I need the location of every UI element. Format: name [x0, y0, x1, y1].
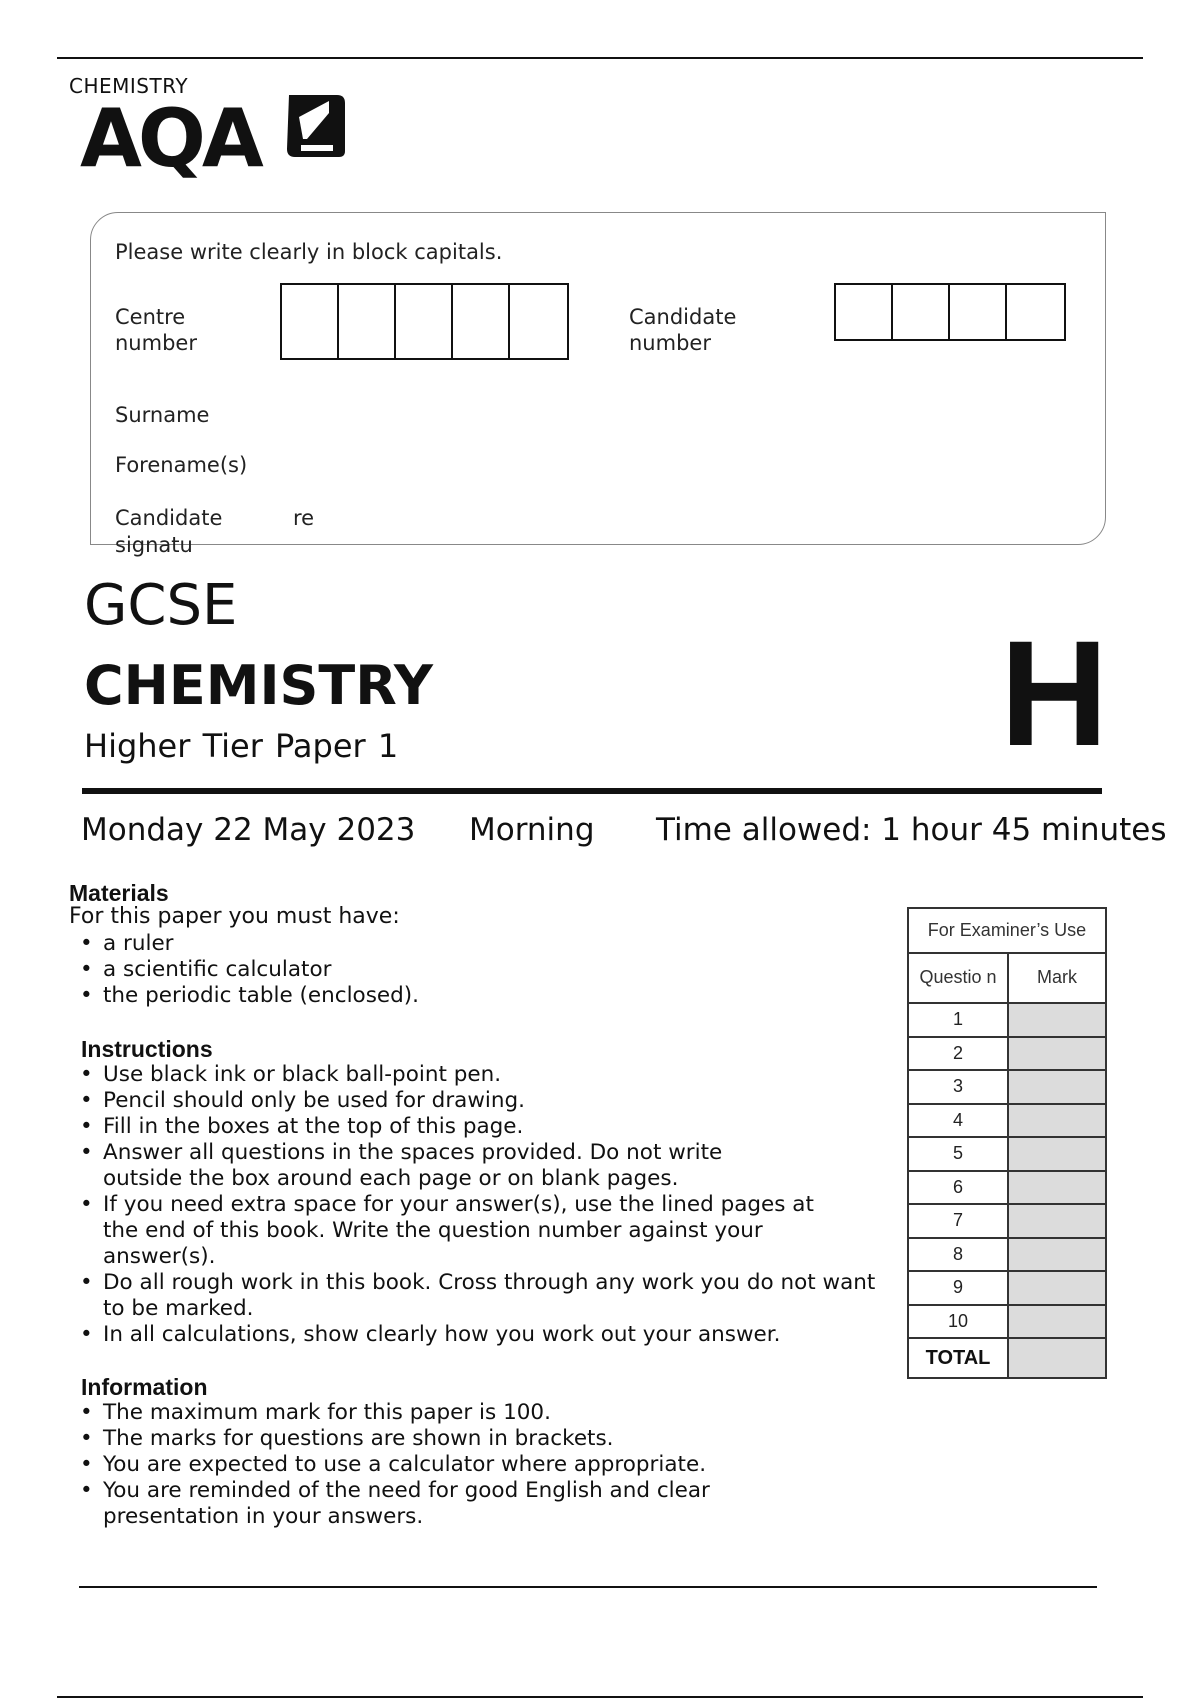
- centre-digit-box[interactable]: [396, 285, 453, 358]
- centre-digit-box[interactable]: [510, 285, 567, 358]
- candidate-digit-box[interactable]: [836, 285, 893, 339]
- tier-paper-label: Higher Tier Paper 1: [84, 727, 399, 765]
- information-list: [79, 1400, 710, 1530]
- question-number-cell: 7: [908, 1204, 1008, 1238]
- table-row: [908, 1271, 1106, 1305]
- question-column-header: Questio n: [908, 953, 1008, 1003]
- candidate-digit-box[interactable]: [1007, 285, 1064, 339]
- centre-digit-box[interactable]: [453, 285, 510, 358]
- centre-number-label: Centre number: [115, 305, 197, 356]
- exam-session: Morning: [469, 812, 595, 848]
- mark-cell: [1008, 1305, 1106, 1339]
- table-row: [908, 1037, 1106, 1071]
- candidate-digit-box[interactable]: [950, 285, 1007, 339]
- table-row: [908, 1003, 1106, 1037]
- question-number-cell: 10: [908, 1305, 1008, 1339]
- question-number-cell: 4: [908, 1104, 1008, 1138]
- mark-cell: [1008, 1070, 1106, 1104]
- subject-title: CHEMISTRY: [84, 654, 433, 717]
- instructions-heading: Instructions: [81, 1036, 213, 1062]
- signature-label-fragment: re: [293, 506, 315, 530]
- list-item-continuation: to be marked.: [103, 1296, 254, 1321]
- information-heading: Information: [81, 1374, 208, 1400]
- table-row: [908, 1171, 1106, 1205]
- subject-label: CHEMISTRY: [69, 74, 189, 98]
- aqa-logo-icon: [285, 95, 345, 157]
- aqa-logo: [80, 92, 350, 195]
- materials-heading: Materials: [69, 880, 169, 906]
- candidate-number-field[interactable]: [834, 283, 1066, 341]
- mark-cell: [1008, 1171, 1106, 1205]
- list-item: • Pencil should only be used for drawing.: [79, 1088, 875, 1114]
- total-label: TOTAL: [908, 1338, 1008, 1378]
- signature-label: Candidate: [115, 506, 223, 530]
- logo-wordmark: AQA: [80, 92, 260, 185]
- question-number-cell: 8: [908, 1238, 1008, 1272]
- list-item: • The maximum mark for this paper is 100.: [79, 1400, 710, 1426]
- table-row: [908, 1204, 1106, 1238]
- list-item: • the periodic table (enclosed).: [79, 983, 419, 1009]
- mark-cell: [1008, 1271, 1106, 1305]
- forename-label: Forename(s): [115, 453, 248, 477]
- materials-list: [79, 931, 419, 1009]
- bottom-rule: [57, 1696, 1143, 1698]
- mark-column-header: Mark: [1008, 953, 1106, 1003]
- total-mark-cell: [1008, 1338, 1106, 1378]
- centre-digit-box[interactable]: [339, 285, 396, 358]
- signature-label-fragment: signatu: [115, 533, 193, 557]
- mark-cell: [1008, 1238, 1106, 1272]
- table-row: [908, 1104, 1106, 1138]
- table-row: [908, 1305, 1106, 1339]
- candidate-digit-box[interactable]: [893, 285, 950, 339]
- list-item: • Use black ink or black ball-point pen.: [79, 1062, 875, 1088]
- question-number-cell: 5: [908, 1137, 1008, 1171]
- list-item: • If you need extra space for your answer(s), use the lined pages at: [79, 1192, 875, 1218]
- qualification-title: GCSE: [84, 573, 238, 638]
- surname-label: Surname: [115, 403, 210, 427]
- list-item-continuation: answer(s).: [103, 1244, 216, 1269]
- list-item-continuation: the end of this book. Write the question number against your: [103, 1218, 763, 1243]
- title-rule: [82, 788, 1102, 794]
- time-allowed: Time allowed: 1 hour 45 minutes: [656, 812, 1167, 848]
- question-number-cell: 3: [908, 1070, 1008, 1104]
- examiner-use-table: [907, 907, 1107, 1379]
- mark-cell: [1008, 1104, 1106, 1138]
- list-item: • Do all rough work in this book. Cross through any work you do not want: [79, 1270, 875, 1296]
- list-item: • In all calculations, show clearly how you work out your answer.: [79, 1322, 875, 1348]
- mark-cell: [1008, 1137, 1106, 1171]
- question-number-cell: 6: [908, 1171, 1008, 1205]
- question-number-cell: 2: [908, 1037, 1008, 1071]
- list-item: • a ruler: [79, 931, 419, 957]
- table-row: [908, 1238, 1106, 1272]
- table-row: [908, 1137, 1106, 1171]
- block-capitals-instruction: Please write clearly in block capitals.: [115, 240, 503, 264]
- list-item: • You are reminded of the need for good English and clear: [79, 1478, 710, 1504]
- mark-cell: [1008, 1003, 1106, 1037]
- top-rule: [57, 57, 1143, 59]
- centre-digit-box[interactable]: [282, 285, 339, 358]
- question-number-cell: 9: [908, 1271, 1008, 1305]
- tier-letter: H: [1000, 609, 1109, 777]
- mark-cell: [1008, 1204, 1106, 1238]
- question-number-cell: 1: [908, 1003, 1008, 1037]
- list-item: • The marks for questions are shown in brackets.: [79, 1426, 710, 1452]
- examiner-table-title: For Examiner’s Use: [908, 908, 1106, 953]
- candidate-number-label: Candidate number: [629, 305, 737, 356]
- exam-date: Monday 22 May 2023: [81, 812, 416, 848]
- list-item: • Answer all questions in the spaces provided. Do not write: [79, 1140, 875, 1166]
- centre-number-field[interactable]: [280, 283, 569, 360]
- list-item-continuation: outside the box around each page or on blank pages.: [103, 1166, 679, 1191]
- list-item-continuation: presentation in your answers.: [103, 1504, 424, 1529]
- list-item: • Fill in the boxes at the top of this page.: [79, 1114, 875, 1140]
- list-item: • a scientific calculator: [79, 957, 419, 983]
- table-row: [908, 1070, 1106, 1104]
- materials-intro: For this paper you must have:: [69, 904, 400, 929]
- footer-rule: [79, 1586, 1097, 1588]
- mark-cell: [1008, 1037, 1106, 1071]
- list-item: • You are expected to use a calculator where appropriate.: [79, 1452, 710, 1478]
- instructions-list: [79, 1062, 875, 1348]
